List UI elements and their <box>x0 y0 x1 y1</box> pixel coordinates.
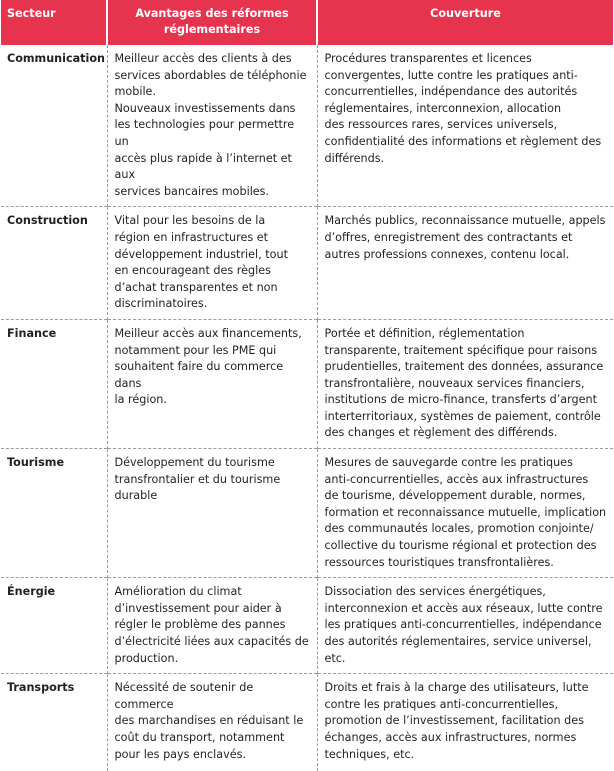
table-row <box>1 578 613 674</box>
coverage-cell: Portée et définition, réglementation transparente, traitement spécifique pour raisons prudentielles, traitement des données, assurance transfrontalière, nouveaux services financiers, institutions de micro-finance, transferts d’argent interterritoriaux, systèmes de paiement, contrôle des changes et règlement des différends. <box>317 319 613 448</box>
coverage-cell: Marchés publics, reconnaissance mutuelle, appels d’offres, enregistrement des contractants et autres professions connexes, contenu local. <box>317 207 613 320</box>
header-sector: Secteur <box>1 0 107 45</box>
advantages-cell: Meilleur accès aux financements, notamment pour les PME qui souhaitent faire du commerce dans la région. <box>107 319 317 448</box>
advantages-cell: Nécessité de soutenir de commerce des marchandises en réduisant le coût du transport, notamment pour les pays enclavés. <box>107 674 317 771</box>
advantages-cell: Amélioration du climat d’investissement pour aider à régler le problème des pannes d’électricité liées aux capacités de production. <box>107 578 317 674</box>
sector-cell: Tourisme <box>1 449 107 578</box>
header-row <box>1 0 613 45</box>
coverage-cell: Procédures transparentes et licences convergentes, lutte contre les pratiques anti- concurrentielles, indépendance des autorités réglementaires, interconnexion, allocation des ressources rares, services universels, confidentialité des informations et règlement des différends. <box>317 45 613 207</box>
coverage-cell: Dissociation des services énergétiques, interconnexion et accès aux réseaux, lutte contre les pratiques anti-concurrentielles, indépendance des autorités réglementaires, service universel, etc. <box>317 578 613 674</box>
header-coverage: Couverture <box>317 0 613 45</box>
advantages-cell: Développement du tourisme transfrontalier et du tourisme durable <box>107 449 317 578</box>
sector-cell: Transports <box>1 674 107 771</box>
advantages-cell: Vital pour les besoins de la région en infrastructures et développement industriel, tout en encourageant des règles d’achat transparentes et non discriminatoires. <box>107 207 317 320</box>
sector-cell: Communication <box>7 52 105 65</box>
table-row <box>1 45 613 207</box>
sector-cell: Construction <box>1 207 107 320</box>
table-row <box>1 674 613 771</box>
table-row <box>1 207 613 320</box>
table-row <box>1 319 613 448</box>
table-header <box>1 0 613 45</box>
table-row <box>1 449 613 578</box>
header-advantages: Avantages des réformes réglementaires <box>107 0 317 45</box>
advantages-cell: Meilleur accès des clients à des services abordables de téléphonie mobile. Nouveaux investissements dans les technologies pour permettre un accès plus rapide à l’internet et aux services bancaires mobiles. <box>107 45 317 207</box>
table-body <box>1 45 613 771</box>
sector-cell: Finance <box>1 319 107 448</box>
reform-table <box>1 0 613 771</box>
sector-cell: Énergie <box>1 578 107 674</box>
coverage-cell: Mesures de sauvegarde contre les pratiques anti-concurrentielles, accès aux infrastructures de tourisme, développement durable, normes, formation et reconnaissance mutuelle, implication des communautés locales, promotion conjointe/ collective du tourisme régional et protection des ressources touristiques transfrontalières. <box>317 449 613 578</box>
coverage-cell: Droits et frais à la charge des utilisateurs, lutte contre les pratiques anti-concurrentielles, promotion de l’investissement, facilitation des échanges, accès aux infrastructures, normes techniques, etc. <box>317 674 613 771</box>
